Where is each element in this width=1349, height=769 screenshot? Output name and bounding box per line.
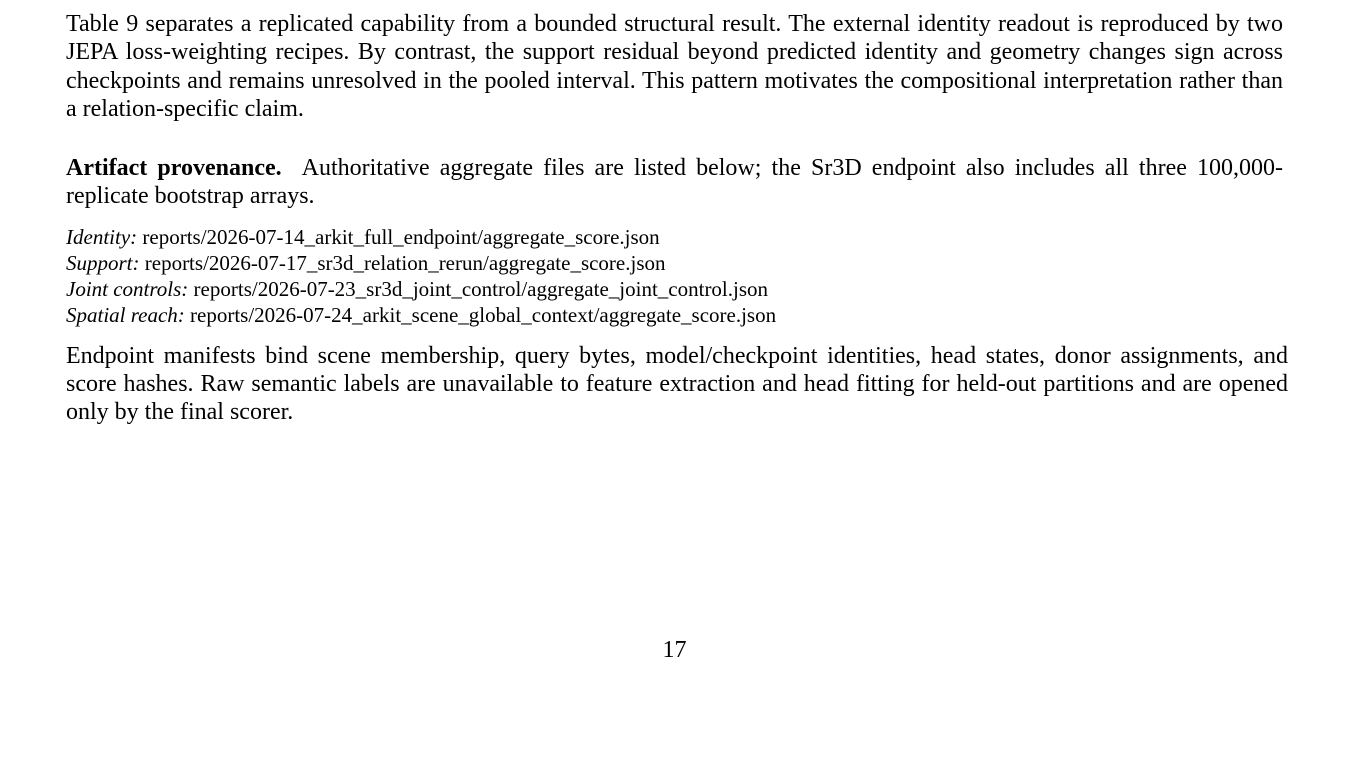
body-paragraph-table-9: Table 9 separates a replicated capability from a bounded structural result. The external identity readout is reproduced by two JEPA loss-weighting recipes. By contrast, the support residual beyond predicted identity and geometry changes sign across checkpoints and remains unresolved in the pooled interval. This pattern motivates the compositional interpretation rather than a relation-specific claim. [66, 11, 1283, 122]
aggregate-file-list [66, 224, 1283, 328]
page-number: 17 [662, 637, 687, 663]
file-key-identity: Identity: [66, 224, 138, 249]
file-key-spatial-reach: Spatial reach: [66, 302, 185, 327]
artifact-provenance-paragraph [66, 154, 1283, 211]
file-path-spatial-reach: reports/2026-07-24_arkit_scene_global_context/aggregate_score.json [190, 302, 777, 327]
file-path-identity: reports/2026-07-14_arkit_full_endpoint/aggregate_score.json [142, 224, 660, 249]
artifact-provenance-heading: Artifact provenance. [66, 155, 282, 182]
file-path-joint-controls: reports/2026-07-23_sr3d_joint_control/aggregate_joint_control.json [193, 276, 769, 301]
artifact-provenance-text: Authoritative aggregate files are listed below; the Sr3D endpoint also includes all three 100,000-replicate bootstrap arrays. [66, 155, 1283, 210]
file-row-spatial-reach [66, 302, 1283, 328]
endpoint-manifests-paragraph: Endpoint manifests bind scene membership, query bytes, model/checkpoint identities, head states, donor assignments, and score hashes. Raw semantic labels are unavailable to feature extraction and head fitting for held-out partitions and are opened only by the final scorer. [66, 342, 1288, 426]
file-key-joint-controls: Joint controls: [66, 276, 189, 301]
file-path-support: reports/2026-07-17_sr3d_relation_rerun/aggregate_score.json [144, 250, 666, 275]
file-row-joint-controls [66, 276, 1283, 302]
file-key-support: Support: [66, 250, 140, 275]
file-row-identity [66, 224, 1283, 250]
page-content [66, 10, 1288, 427]
file-row-support [66, 250, 1283, 276]
